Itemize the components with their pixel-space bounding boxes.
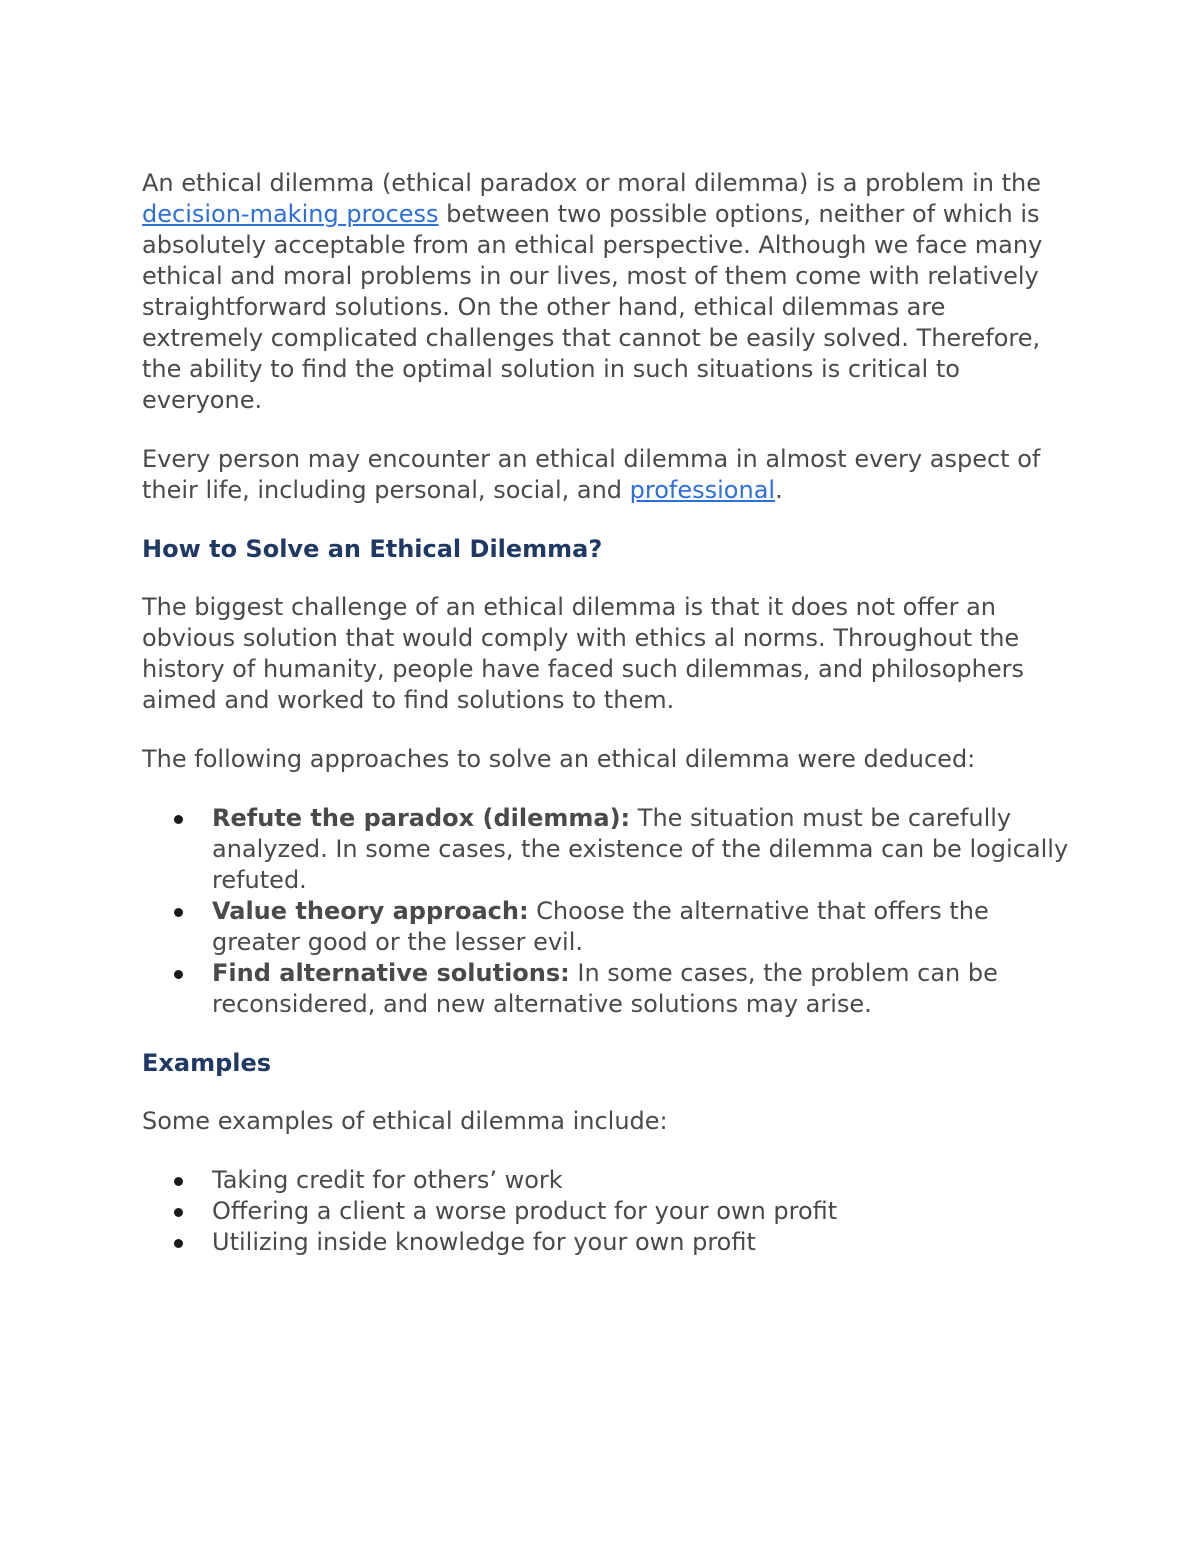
list-item: [212, 803, 1072, 896]
list-item: [212, 1196, 1072, 1227]
encounter-text-end: .: [775, 476, 783, 504]
list-item: [212, 958, 1072, 1020]
challenge-paragraph: The biggest challenge of an ethical dilemma is that it does not offer an obvious solution that would comply with ethics al norms. Throughout the history of humanity, people have faced such dilemmas, and philosophers aimed and worked to find solutions to them.: [142, 593, 1024, 714]
bullet-icon: [174, 970, 183, 979]
approaches-intro-paragraph: The following approaches to solve an ethical dilemma were deduced:: [142, 745, 976, 773]
example-text: Taking credit for others’ work: [212, 1166, 563, 1194]
encounter-paragraph: [142, 444, 1072, 506]
examples-heading: Examples: [142, 1049, 272, 1077]
bullet-icon: [174, 1208, 183, 1217]
approach-term: Refute the paradox (dilemma):: [212, 804, 631, 832]
bullet-icon: [174, 1177, 183, 1186]
bullet-icon: [174, 815, 183, 824]
bullet-icon: [174, 1239, 183, 1248]
example-text: Offering a client a worse product for your own profit: [212, 1197, 838, 1225]
approaches-list: [142, 803, 1072, 1020]
document-body: [142, 168, 1072, 1286]
solve-dilemma-heading: How to Solve an Ethical Dilemma?: [142, 535, 603, 563]
approach-description: In some cases, the problem can be reconsidered, and new alternative solutions may arise.: [212, 959, 998, 1018]
bullet-icon: [174, 908, 183, 917]
approach-term: Find alternative solutions:: [212, 959, 570, 987]
list-item: [212, 1165, 1072, 1196]
examples-intro-paragraph: Some examples of ethical dilemma include:: [142, 1107, 668, 1135]
list-item: [212, 896, 1072, 958]
list-item: [212, 1227, 1072, 1258]
approach-description: The situation must be carefully analyzed. In some cases, the existence of the dilemma can be logically refuted.: [212, 804, 1069, 894]
intro-text-end: between two possible options, neither of which is absolutely acceptable from an ethical perspective. Although we face many ethical and moral problems in our lives, most of them come with relatively straightforward solutions. On the other hand, ethical dilemmas are extremely complicated challenges that cannot be easily solved. Therefore, the ability to find the optimal solution in such situations is critical to everyone.: [142, 200, 1043, 414]
encounter-text-start: Every person may encounter an ethical dilemma in almost every aspect of their life, including personal, social, and: [142, 445, 1041, 504]
example-text: Utilizing inside knowledge for your own profit: [212, 1228, 756, 1256]
approach-description: Choose the alternative that offers the greater good or the lesser evil.: [212, 897, 989, 956]
approach-term: Value theory approach:: [212, 897, 529, 925]
intro-text-start: An ethical dilemma (ethical paradox or moral dilemma) is a problem in the: [142, 169, 1041, 197]
decision-making-process-link[interactable]: decision-making process: [142, 200, 439, 228]
examples-list: [142, 1165, 1072, 1258]
professional-link[interactable]: professional: [629, 476, 776, 504]
intro-paragraph: [142, 168, 1072, 416]
